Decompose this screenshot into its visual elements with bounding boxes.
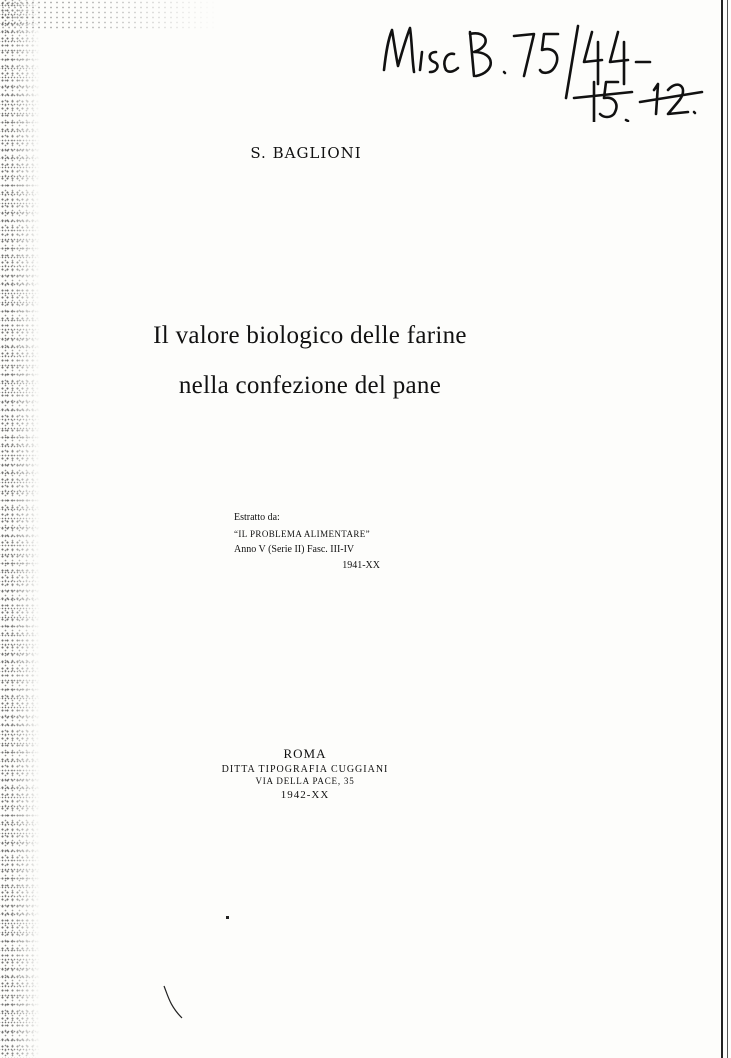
extract-volume: Anno V (Serie II) Fasc. III-IV — [234, 544, 355, 555]
extract-journal: “IL PROBLEMA ALIMENTARE” — [234, 529, 371, 539]
author-name: S. BAGLIONI — [250, 144, 362, 162]
imprint-press: DITTA TIPOGRAFIA CUGGIANI — [221, 764, 389, 775]
imprint — [160, 746, 450, 801]
imprint-city: ROMA — [283, 746, 327, 761]
handwritten-shelfmark — [378, 22, 718, 122]
extract-note — [234, 510, 434, 574]
extract-label: Estratto da: — [234, 512, 280, 523]
title-line-2: nella confezione del pane — [178, 372, 442, 399]
scan-noise-top — [0, 0, 220, 30]
title-line-1: Il valore biologico delle farine — [153, 322, 467, 349]
imprint-address: VIA DELLA PACE, 35 — [255, 776, 355, 786]
page-edge-line — [721, 0, 723, 1058]
scan-stroke — [160, 984, 190, 1024]
extract-year: 1941-XX — [342, 560, 380, 571]
page-edge-line-outer — [727, 0, 728, 1058]
scan-dot — [226, 916, 229, 919]
imprint-year: 1942-XX — [280, 789, 330, 801]
